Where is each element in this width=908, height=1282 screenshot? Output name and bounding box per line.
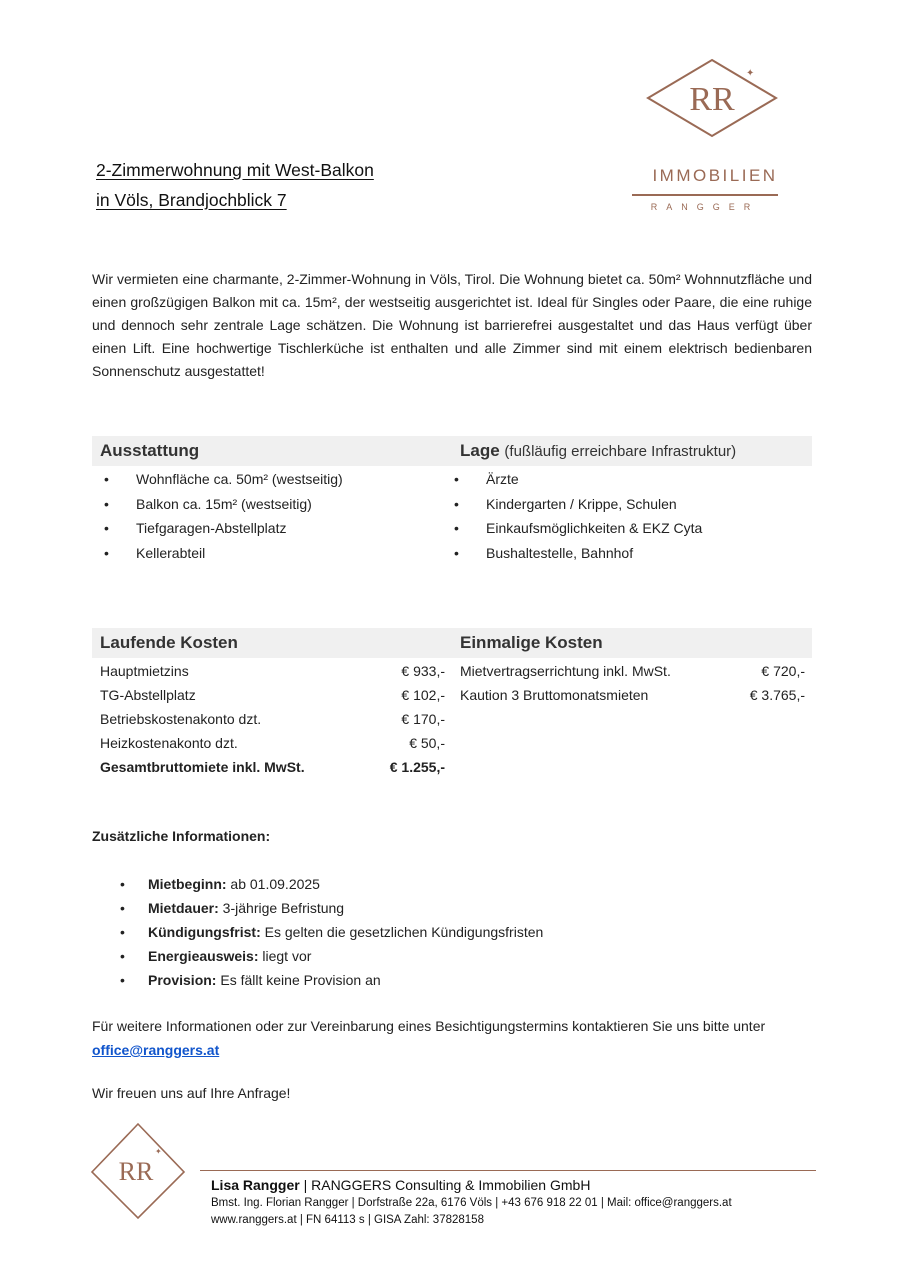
list-item: • Bushaltestelle, Bahnhof (450, 541, 810, 566)
logo-divider (632, 194, 778, 196)
list-item: • Ärzte (450, 467, 810, 492)
closing-text: Wir freuen uns auf Ihre Anfrage! (92, 1085, 291, 1101)
lage-heading: Lage (fußläufig erreichbare Infrastruktur) (460, 441, 737, 460)
cost-row: Mietvertragserrichtung inkl. MwSt. € 720,- (460, 663, 805, 679)
title-line-2: in Völs, Brandjochblick 7 (96, 190, 287, 210)
title-line-1: 2-Zimmerwohnung mit West-Balkon (96, 160, 374, 180)
features-header-bar (92, 436, 812, 466)
list-item: • Balkon ca. 15m² (westseitig) (100, 492, 440, 517)
cost-row: Kaution 3 Bruttomonatsmieten € 3.765,- (460, 687, 805, 703)
list-item: • Mietdauer: 3-jährige Befristung (120, 896, 720, 920)
cost-row: Betriebskostenakonto dzt. € 170,- (100, 711, 445, 727)
list-item: • Provision: Es fällt keine Provision an (120, 968, 720, 992)
footer-register-line: www.ranggers.at | FN 64113 s | GISA Zahl: 37828158 (211, 1214, 484, 1226)
page-title (96, 155, 374, 215)
list-item: • Einkaufsmöglichkeiten & EKZ Cyta (450, 516, 810, 541)
cost-row: Heizkostenakonto dzt. € 50,- (100, 735, 445, 751)
costs-header-bar (92, 628, 812, 658)
footer-name-line: Lisa Rangger | RANGGERS Consulting & Immobilien GmbH (211, 1177, 591, 1193)
lage-list (450, 467, 810, 565)
lage-subheading: (fußläufig erreichbare Infrastruktur) (504, 443, 737, 460)
total-cost-row: Gesamtbruttomiete inkl. MwSt. € 1.255,- (100, 759, 445, 775)
footer-logo-monogram: RR (118, 1157, 154, 1186)
cost-row: TG-Abstellplatz € 102,- (100, 687, 445, 703)
email-link[interactable]: office@ranggers.at (92, 1042, 220, 1058)
list-item: • Tiefgaragen-Abstellplatz (100, 516, 440, 541)
einmalige-kosten-heading: Einmalige Kosten (460, 633, 603, 652)
list-item: • Kellerabteil (100, 541, 440, 566)
laufende-kosten-heading: Laufende Kosten (100, 633, 238, 652)
intro-paragraph: Wir vermieten eine charmante, 2-Zimmer-Wohnung in Völs, Tirol. Die Wohnung bietet ca. 50m² Wohnnutzfläche und einen großzügigen Balkon mit ca. 15m², der westseitig ausgerichtet ist. Ideal für Singles oder Paare, die eine ruhige und dennoch sehr zentrale Lage schätzen. Die Wohnung ist barrierefrei ausgestaltet und das Haus verfügt über einen Lift. Eine hochwertige Tischlerküche ist enthalten und alle Zimmer sind mit einem elektrisch bedienbaren Sonnenschutz ausgestattet! (92, 271, 812, 379)
footer-address-line: Bmst. Ing. Florian Rangger | Dorfstraße 22a, 6176 Völs | +43 676 918 22 01 | Mail: office@ranggers.at (211, 1197, 732, 1209)
rangger-footer-logo-icon (88, 1122, 188, 1222)
list-item: • Kindergarten / Krippe, Schulen (450, 492, 810, 517)
list-item: • Wohnfläche ca. 50m² (westseitig) (100, 467, 440, 492)
cost-row: Hauptmietzins € 933,- (100, 663, 445, 679)
svg-text:✦: ✦ (155, 1147, 162, 1156)
ausstattung-heading: Ausstattung (100, 441, 200, 460)
additional-info-heading: Zusätzliche Informationen: (92, 828, 271, 844)
svg-text:✦: ✦ (746, 68, 755, 79)
footer-divider (200, 1170, 816, 1171)
logo-brand: IMMOBILIEN (652, 166, 778, 185)
list-item: • Mietbeginn: ab 01.09.2025 (120, 872, 720, 896)
logo-monogram: RR (689, 81, 735, 118)
ausstattung-list (100, 467, 440, 565)
logo-subtitle: RANGGER (650, 202, 760, 212)
additional-info-list (120, 872, 720, 992)
list-item: • Energieausweis: liegt vor (120, 944, 720, 968)
contact-paragraph: Für weitere Informationen oder zur Vereinbarung eines Besichtigungstermins kontaktieren Sie uns bitte unter office@ranggers.at (92, 1018, 766, 1058)
list-item: • Kündigungsfrist: Es gelten die gesetzlichen Kündigungsfristen (120, 920, 720, 944)
